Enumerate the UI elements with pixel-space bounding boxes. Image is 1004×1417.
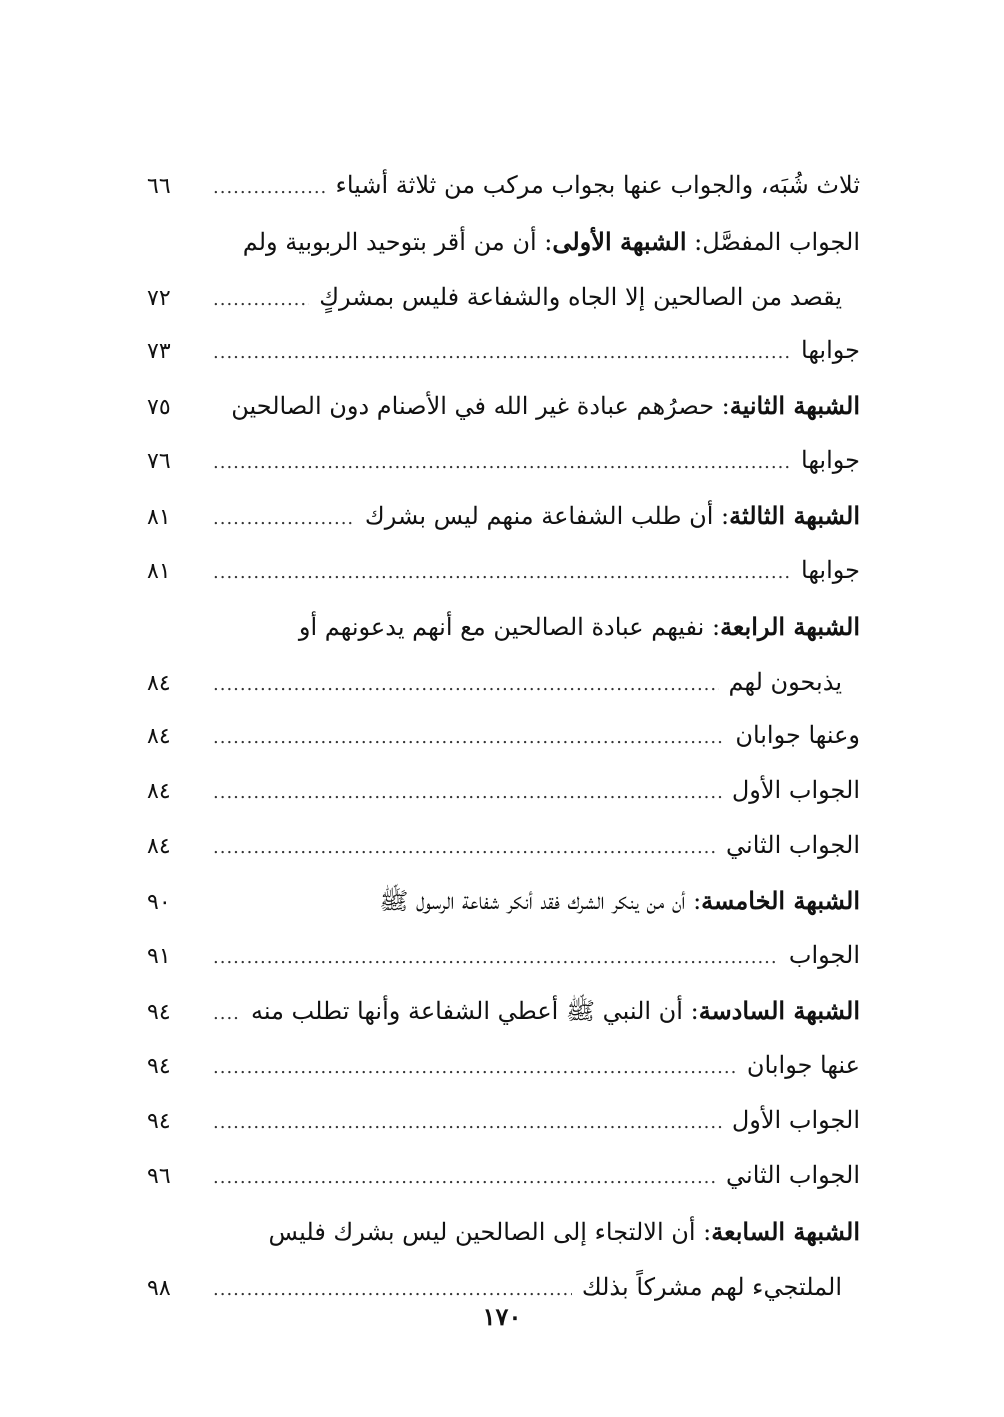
entry-text: جوابها	[801, 336, 860, 364]
toc-entry	[145, 433, 860, 488]
entry-text: أن من ينكر الشرك فقد أنكر شفاعة الرسول ﷺ	[379, 887, 686, 915]
entry-text: جوابها	[801, 556, 860, 584]
dot-leader	[213, 659, 719, 711]
toc-entry	[145, 1038, 860, 1093]
page-number: ١٧٠	[482, 1302, 522, 1331]
dot-leader	[213, 160, 326, 215]
entry-heading: الشبهة الثالثة	[729, 501, 860, 530]
toc-line	[145, 983, 860, 1038]
page-ref: ٨٤	[147, 779, 171, 804]
page-ref: ٨٤	[147, 724, 171, 749]
toc-entry	[145, 543, 860, 598]
toc-entry	[145, 158, 860, 213]
page-ref: ٨١	[147, 505, 171, 530]
entry-text: الجواب الثاني	[726, 831, 860, 859]
page-ref: ٨١	[147, 559, 171, 584]
entry-separator: :	[713, 502, 730, 530]
toc-entry	[145, 983, 860, 1038]
toc-entry	[145, 708, 860, 763]
page-ref: ٩٠	[147, 890, 171, 915]
entry-text: وعنها جوابان	[735, 721, 860, 749]
entry-lead: الجواب المفصَّل:	[686, 228, 860, 256]
toc-line	[145, 488, 860, 543]
toc-line	[145, 213, 860, 271]
entry-text: أن الالتجاء إلى الصالحين ليس بشرك فليس	[268, 1218, 696, 1246]
toc-line	[145, 1148, 860, 1203]
entry-continuation: الملتجيء لهم مشركاً بذلك	[581, 1273, 842, 1301]
dot-leader	[213, 545, 791, 600]
toc-entry	[145, 818, 860, 873]
entry-text: نفيهم عبادة الصالحين مع أنهم يدعونهم أو	[298, 613, 705, 641]
entry-text: أن النبي ﷺ أعطي الشفاعة وأنها تطلب منه	[250, 997, 683, 1025]
dot-leader	[213, 820, 716, 875]
page-ref: ٩٤	[147, 1109, 171, 1134]
dot-leader	[213, 1150, 716, 1205]
toc-entry	[145, 763, 860, 818]
toc-line	[145, 1093, 860, 1148]
dot-leader	[213, 1095, 722, 1150]
page-ref: ٩٤	[147, 1054, 171, 1079]
entry-text: الجواب الأول	[731, 1106, 860, 1134]
entry-text: عنها جوابان	[746, 1051, 860, 1079]
entry-continuation: يذبحون لهم	[728, 668, 842, 696]
table-of-contents	[145, 158, 860, 1313]
entry-separator: :	[714, 392, 730, 420]
page-ref: ٨٤	[147, 834, 171, 859]
entry-text: حصرُهم عبادة غير الله في الأصنام دون الصالحين	[231, 392, 715, 420]
entry-heading: الشبهة السابعة	[711, 1217, 860, 1246]
toc-entry	[145, 598, 860, 708]
dot-leader	[213, 765, 722, 820]
entry-separator: :	[685, 887, 702, 915]
toc-entry	[145, 1148, 860, 1203]
toc-line	[145, 1203, 860, 1261]
page-ref: ٧٥	[147, 395, 171, 420]
toc-line	[145, 433, 860, 488]
entry-text: الجواب الأول	[731, 776, 860, 804]
entry-text: الجواب	[788, 941, 860, 969]
entry-separator: :	[536, 228, 553, 256]
toc-line	[145, 158, 860, 213]
toc-line	[145, 543, 860, 598]
dot-leader	[213, 710, 725, 765]
entry-text: أن من أقر بتوحيد الربوبية ولم	[242, 228, 537, 256]
toc-line	[145, 378, 860, 433]
toc-entry	[145, 378, 860, 433]
toc-line	[145, 928, 860, 983]
entry-text: ثلاث شُبَه، والجواب عنها بجواب مركب من ثلاثة أشياء	[335, 171, 860, 199]
entry-text: جوابها	[801, 446, 860, 474]
entry-separator: :	[695, 1218, 712, 1246]
toc-line	[145, 818, 860, 873]
dot-leader	[213, 491, 355, 546]
entry-text: أن طلب الشفاعة منهم ليس بشرك	[364, 502, 714, 530]
page-ref: ٧٣	[147, 339, 171, 364]
toc-entry	[145, 873, 860, 928]
page-ref: ٩٤	[147, 1000, 171, 1025]
toc-line	[145, 323, 860, 378]
entry-heading: الشبهة الخامسة	[701, 886, 860, 915]
toc-entry	[145, 1093, 860, 1148]
page-ref: ٧٦	[147, 449, 171, 474]
entry-heading: الشبهة الأولى	[552, 227, 687, 256]
page-ref: ٩٨	[147, 1276, 171, 1301]
toc-entry	[145, 488, 860, 543]
dot-leader	[213, 986, 241, 1041]
toc-line	[145, 873, 860, 928]
toc-line	[145, 598, 860, 656]
toc-line	[145, 708, 860, 763]
page-ref: ٩١	[147, 944, 171, 969]
entry-heading: الشبهة الثانية	[729, 391, 860, 420]
entry-separator: :	[704, 613, 721, 641]
entry-heading: الشبهة الرابعة	[720, 612, 860, 641]
entry-text: الجواب الثاني	[726, 1161, 860, 1189]
dot-leader	[213, 325, 791, 380]
toc-line-continuation	[145, 656, 860, 708]
entry-separator: :	[682, 997, 699, 1025]
toc-entry	[145, 323, 860, 378]
dot-leader	[213, 1040, 737, 1095]
page-ref: ٩٦	[147, 1164, 171, 1189]
page-ref: ٧٢	[147, 286, 171, 311]
page-ref: ٦٦	[147, 174, 171, 199]
dot-leader	[213, 274, 309, 326]
toc-line	[145, 1038, 860, 1093]
page-ref: ٨٤	[147, 671, 171, 696]
entry-heading: الشبهة السادسة	[698, 996, 860, 1025]
toc-line	[145, 763, 860, 818]
entry-continuation: يقصد من الصالحين إلا الجاه والشفاعة فليس بمشركٍ	[319, 283, 842, 311]
dot-leader	[213, 930, 779, 985]
toc-line-continuation	[145, 271, 860, 323]
toc-entry	[145, 928, 860, 983]
dot-leader	[213, 435, 791, 490]
toc-entry	[145, 213, 860, 323]
toc-entry	[145, 1203, 860, 1313]
